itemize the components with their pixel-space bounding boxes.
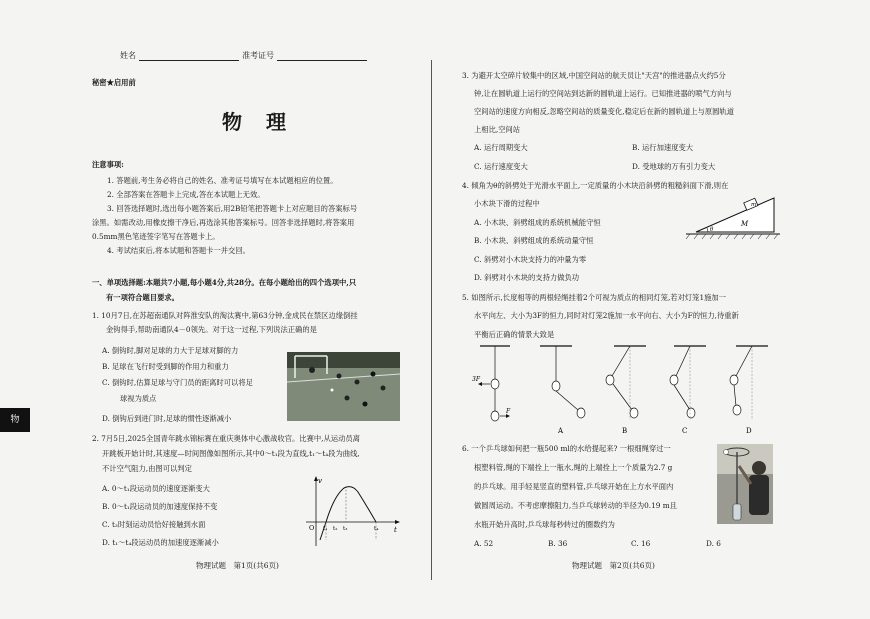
footer-right: 物理试题 第2页(共6页): [572, 561, 655, 570]
lantern-diagrams: [466, 340, 786, 440]
force-3f-label: 3F: [472, 376, 480, 383]
q3-option-b: B. 运行加速度变大: [632, 143, 694, 152]
exam-id-label: 准考证号: [242, 51, 274, 60]
q6-stem-2: 根塑料管,绳的下端拴上一瓶水,绳的上端拴上一个质量为2.7 g: [474, 463, 673, 472]
q3-stem-2: 钟,让在圆轨道上运行的空间站到达新的圆轨道上运行。已知推进器的喷气方向与: [474, 89, 732, 98]
name-label: 姓名: [120, 51, 136, 60]
q6-stem-3: 的乒乓球。用手轻晃竖直的塑料管,乒乓球开始在上方水平面内: [474, 482, 674, 491]
q6-option-b: B. 36: [548, 539, 568, 548]
notice-item: 1. 答题前,考生务必将自己的姓名、准考证号填写在本试题相应的位置。: [107, 176, 338, 185]
section-heading-2: 有一项符合题目要求。: [106, 293, 179, 302]
q3-stem-3: 空间站的速度方向相反,忽略空间站的质量变化,稳定后在新的圆轨道上与原圆轨道: [474, 107, 735, 116]
q3-option-d: D. 受地球的万有引力变大: [632, 162, 716, 171]
q5-stem-2: 水平向左、大小为3F的恒力,同时对灯笼2施加一水平向右、大小为F的恒力,待重新: [474, 311, 739, 320]
notice-item: 2. 全部答案在答题卡上完成,答在本试题上无效。: [107, 190, 265, 199]
q2-stem-3: 不计空气阻力,由图可以判定: [102, 464, 192, 473]
incline-M-label: M: [741, 220, 749, 228]
q3-option-c: C. 运行速度变大: [474, 162, 528, 171]
q2-stem-2: 开跳板开始计时,其速度—时间图像如图所示,其中0～t₁段为直线,t₁～t₄段为曲线,: [102, 449, 360, 458]
q4-stem-2: 小木块下滑的过程中: [474, 199, 540, 208]
q4-option-d: D. 斜劈对小木块的支持力做负功: [474, 273, 580, 282]
q1-stem-2: 金钩得手,帮助南通队4－0领先。对于这一过程,下列说法正确的是: [106, 325, 317, 334]
q1-option-c-cont: 球视为质点: [120, 394, 157, 403]
force-f-label: F: [506, 408, 511, 415]
q2-stem: 2. 7月5日,2025全国青年跳水锦标赛在重庆奥体中心激战收官。比赛中,从运动员离: [92, 434, 360, 443]
q6-option-d: D. 6: [706, 539, 721, 548]
q6-stem-5: 水瓶开始升高时,乒乓球每秒转过的圈数约为: [474, 520, 615, 529]
incline-theta-label: θ: [710, 227, 714, 233]
q2-option-b: B. 0～t₁段运动员的加速度保持不变: [102, 502, 218, 511]
graph-t1-label: t₁: [323, 526, 328, 532]
q1-option-a: A. 倒钩时,脚对足球的力大于足球对脚的力: [102, 346, 239, 355]
q3-stem: 3. 为避开太空碎片较集中的区域,中国空间站的航天员让"天宫"的推进器点火约5分: [462, 71, 726, 80]
section-heading: 一、单项选择题:本题共7小题,每小题4分,共28分。在每小题给出的四个选项中,只: [92, 278, 357, 287]
footer-left: 物理试题 第1页(共6页): [196, 561, 279, 570]
choice-d-label: D: [746, 427, 752, 435]
graph-v-label: v: [318, 477, 322, 485]
graph-t3-label: t₃: [343, 526, 348, 532]
choice-b-label: B: [622, 427, 628, 435]
q6-option-c: C. 16: [631, 539, 651, 548]
q2-option-a: A. 0～t₁段运动员的速度逐渐变大: [102, 484, 210, 493]
exam-id-blank: [277, 60, 367, 61]
graph-t4-label: t₄: [374, 526, 379, 532]
choice-a-label: A: [558, 427, 564, 435]
name-blank: [139, 60, 239, 61]
q6-option-a: A. 52: [474, 539, 494, 548]
q2-option-c: C. t₃时刻运动员恰好接触到水面: [102, 520, 206, 529]
q4-option-a: A. 小木块、斜劈组成的系统机械能守恒: [474, 218, 601, 227]
notice-item: 4. 考试结束后,将本试题和答题卡一并交回。: [107, 246, 250, 255]
notice-item: 涂黑。如需改动,用橡皮擦干净后,再选涂其他答案标号。回答非选择题时,将答案用: [92, 218, 355, 227]
q4-stem: 4. 倾角为θ的斜劈处于光滑水平面上,一定质量的小木块沿斜劈的粗糙斜面下滑,则在: [462, 181, 729, 190]
q1-option-b: B. 足球在飞行时受到脚的作用力和重力: [102, 362, 229, 371]
q3-option-a: A. 运行周期变大: [474, 143, 528, 152]
choice-c-label: C: [682, 427, 688, 435]
graph-t2-label: t₂: [333, 526, 338, 532]
q5-stem-3: 平衡后正确的情景大致是: [474, 330, 555, 339]
graph-origin-label: O: [309, 524, 315, 532]
ping-pong-photo: [717, 444, 773, 524]
graph-t-label: t: [394, 526, 397, 534]
notice-heading: 注意事项:: [92, 160, 124, 169]
soccer-photo: [287, 352, 400, 421]
notice-item: 3. 回答选择题时,选出每小题答案后,用2B铅笔把答题卡上对应题目的答案标号: [107, 204, 358, 213]
notice-item: 0.5mm黑色笔迹签字笔写在答题卡上。: [92, 232, 220, 241]
page-title: 物 理: [222, 110, 288, 134]
q5-stem: 5. 如图所示,长度相等的两根轻绳挂着2个可视为质点的相同灯笼,若对灯笼1施加一: [462, 293, 726, 302]
q6-stem: 6. 一个乒乓球如何把一瓶500 ml的水给提起来? 一根细绳穿过一: [462, 444, 671, 453]
q1-stem: 1. 10月7日,在苏超南通队对阵淮安队的淘汰赛中,第63分钟,金成民在禁区边缘倒挂: [92, 311, 358, 320]
velocity-time-graph: [302, 474, 402, 550]
q4-option-b: B. 小木块、斜劈组成的系统动量守恒: [474, 236, 594, 245]
incline-diagram: [686, 194, 782, 242]
q1-option-d: D. 倒钩后到进门时,足球的惯性逐渐减小: [102, 414, 232, 423]
q4-option-c: C. 斜劈对小木块支持力的冲量为零: [474, 255, 587, 264]
secret-label: 秘密★启用前: [92, 78, 136, 87]
name-field: [120, 50, 239, 61]
q2-option-d: D. t₁～t₄段运动员的加速度逐渐减小: [102, 538, 219, 547]
page-divider: [431, 60, 432, 580]
q1-option-c: C. 倒钩时,估算足球与守门员的距离时可以将足: [102, 378, 253, 387]
exam-id-field: [242, 50, 367, 61]
q3-stem-4: 上相比,空间站: [474, 125, 521, 134]
subject-tab: 物: [0, 408, 30, 432]
incline-m-label: m: [751, 202, 757, 208]
q6-stem-4: 做圆周运动。不考虑摩擦阻力,当乒乓球转动的半径为0.19 m且: [474, 501, 677, 510]
